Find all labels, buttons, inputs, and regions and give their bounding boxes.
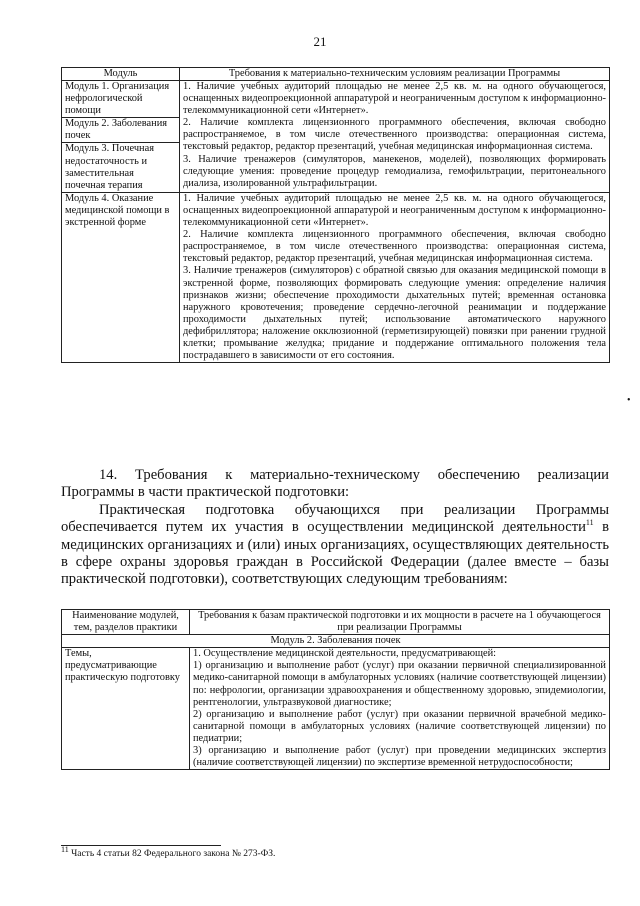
section-paragraph [61,502,609,589]
requirement-item: 2) организацию и выполнение работ (услуг) при оказании первичной врачебной медико-санитарной помощи в амбулаторных условиях (наличие соответствующей лицензии) по педиатрии; [193,708,606,744]
table-row [62,81,610,193]
module-name: Модуль 1. Организация нефрологической помощи [62,81,179,118]
requirement-item: 1. Наличие учебных аудиторий площадью не менее 2,5 кв. м. на одного обучающегося, оснащенных видеопроекционной аппаратурой и неограниченным доступом к информационно-телекоммуникационной сети «Интернет». [183,192,606,229]
requirement-item: 3. Наличие тренажеров (симуляторов) с обратной связью для оказания медицинской помощи в экстренной форме, позволяющих формировать следующие умения: определение наличия признаков жизни; обеспечение проходимости дыхательных путей; временная остановка наружного кровотечения; проведение сердечно-легочной реанимации и поддержание проходимости дыхательных путей; использование автоматического наружного дефибриллятора; наложение окклюзионной (герметизирующей) повязки при ранении грудной клетки; промывание желудка; придание и поддержание оптимального положения тела пострадавшего в зависимости от его состояния. [183,265,606,362]
module-cell [62,81,180,193]
paragraph-text: Практическая подготовка обучающихся при реализации Программы обеспечивается путем их участия в осуществлении медицинской деятельности [61,501,609,536]
section-title-row [62,635,610,648]
requirement-item: 1. Наличие учебных аудиторий площадью не менее 2,5 кв. м. на одного обучающегося, оснащенных видеопроекционной аппаратурой и неограниченным доступом к информационно-телекоммуникационной сети «Интернет». [183,81,606,117]
footnote-ref: 11 [585,518,594,528]
section-14 [61,467,609,589]
footnote-number: 11 [61,844,69,854]
table-row [62,192,610,362]
column-header-module: Модуль [62,68,180,81]
column-header-modules: Наименование модулей, тем, разделов практики [62,610,190,635]
table-header-row [62,610,610,635]
footnote-divider [61,845,221,846]
practical-training-table [61,609,610,770]
requirement-item: 2. Наличие комплекта лицензионного программного обеспечения, включая свободно распространяемое, в том числе отечественного производства: операционная система, текстовый редактор, редактор презентаций, учебная медицинская информационная система. [183,117,606,153]
column-header-base-requirements: Требования к базам практической подготовки и их мощности в расчете на 1 обучающегося при реализации Программы [190,610,610,635]
margin-mark: • [627,395,631,406]
footnote-text: Часть 4 статьи 82 Федерального закона № 273-ФЗ. [68,849,276,859]
section-heading: 14. Требования к материально-техническому обеспечению реализации Программы в части практической подготовки: [61,467,609,501]
requirements-cell [180,81,610,193]
requirement-item: 2. Наличие комплекта лицензионного программного обеспечения, включая свободно распространяемое, в том числе отечественного производства: операционная система, текстовый редактор, редактор презентаций, учебная медицинская информационная система. [183,229,606,265]
paragraph-text: в медицинских организациях и (или) иных организациях, осуществляющих деятельность в сфере охраны здоровья граждан в Российской Федерации (далее вместе – базы практической подготовки), соответствующих следующим требованиям: [61,519,609,588]
requirement-item: 3. Наличие тренажеров (симуляторов, манекенов, моделей), позволяющих формировать следующие умения: проведение процедур гемодиализа, гемофильтрации, перитонеального диализа, изолированной ультрафильтрации. [183,153,606,189]
requirement-item: 1) организацию и выполнение работ (услуг) при оказании первичной специализированной медико-санитарной помощи в амбулаторных условиях (наличие соответствующей лицензии) по: нефрологии, организации здравоохранения и общественному здоровью, эпидемиологии, рентгенологии, ультразвуковой диагностике; [193,660,606,708]
module-name: Модуль 3. Почечная недостаточность и заместительная почечная терапия [65,143,154,191]
page-number: 21 [313,34,327,49]
module-name: Модуль 4. Оказание медицинской помощи в экстренной форме [65,192,170,229]
module-name: Модуль 2. Заболевания почек [62,118,179,143]
table-row [62,648,610,770]
module-cell [62,192,180,362]
requirements-cell [190,648,610,770]
requirements-cell [180,192,610,362]
requirement-item: 3) организацию и выполнение работ (услуг) при проведении медицинских экспертиз (наличие соответствующей лицензии) по экспертизе временной нетрудоспособности; [193,745,606,769]
table-header-row [62,68,610,81]
footnote [61,844,276,859]
material-requirements-table [61,67,610,363]
requirement-item: 1. Осуществление медицинской деятельности, предусматривающей: [193,648,497,660]
topic-cell: Темы, предусматривающие практическую подготовку [62,648,190,770]
section-title: Модуль 2. Заболевания почек [62,635,610,648]
column-header-requirements: Требования к материально-техническим условиям реализации Программы [180,68,610,81]
